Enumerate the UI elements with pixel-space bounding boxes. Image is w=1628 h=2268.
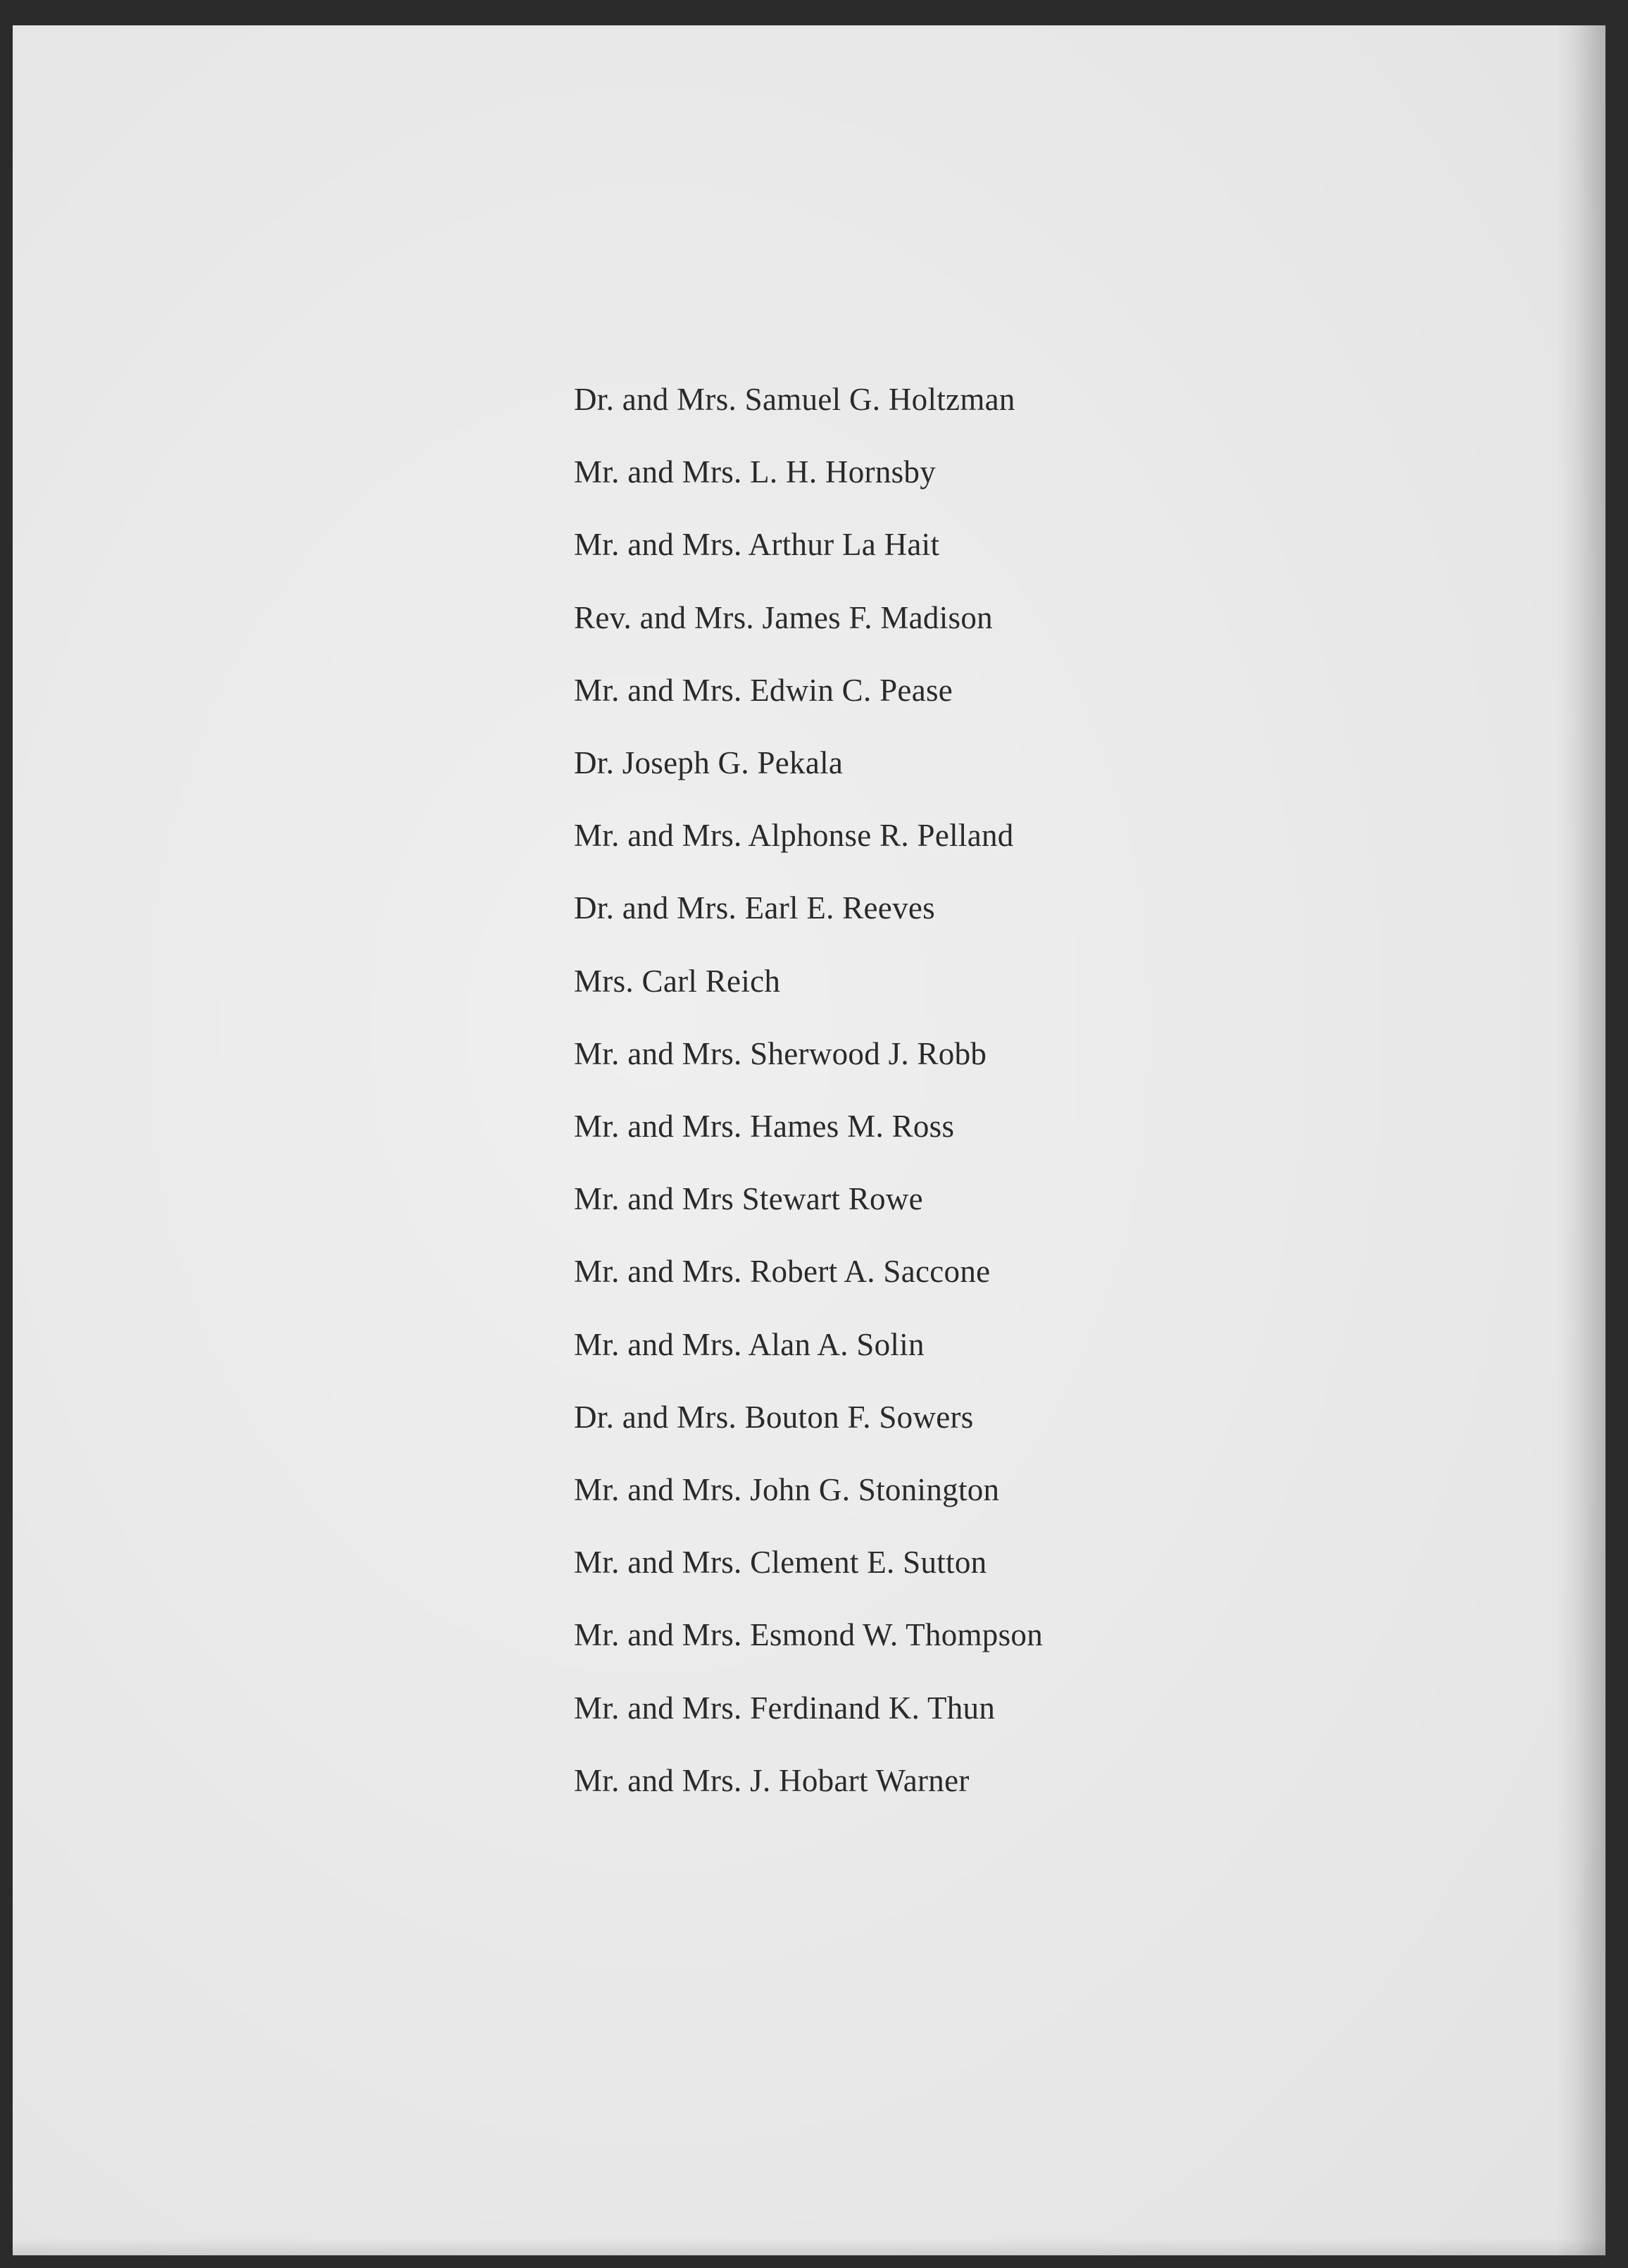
page-edge-shadow [1556,25,1605,2255]
name-entry: Dr. Joseph G. Pekala [574,745,844,781]
name-entry: Mr. and Mrs. John G. Stonington [574,1472,1000,1508]
name-entry: Mr. and Mrs. L. H. Hornsby [574,454,937,490]
name-entry: Mr. and Mrs. Alan A. Solin [574,1326,925,1362]
name-entry: Mr. and Mrs. Esmond W. Thompson [574,1617,1044,1653]
name-entry: Mr. and Mrs. Alphonse R. Pelland [574,818,1014,854]
name-entry: Rev. and Mrs. James F. Madison [574,599,993,635]
name-entry: Mr. and Mrs. Clement E. Sutton [574,1545,987,1581]
name-entry: Dr. and Mrs. Earl E. Reeves [574,890,935,926]
document-page [13,25,1605,2255]
patron-name-list [574,363,1043,1817]
name-entry: Mr. and Mrs Stewart Rowe [574,1181,923,1217]
name-entry: Mr. and Mrs. Arthur La Hait [574,527,940,563]
name-entry: Mrs. Carl Reich [574,963,781,999]
name-entry: Mr. and Mrs. Edwin C. Pease [574,672,953,708]
page-bottom-shadow [13,2238,1605,2255]
name-entry: Mr. and Mrs. Sherwood J. Robb [574,1035,987,1071]
name-entry: Dr. and Mrs. Bouton F. Sowers [574,1399,974,1435]
name-entry: Mr. and Mrs. Ferdinand K. Thun [574,1690,996,1726]
name-entry: Mr. and Mrs. Robert A. Saccone [574,1254,991,1290]
name-entry: Dr. and Mrs. Samuel G. Holtzman [574,382,1015,417]
name-entry: Mr. and Mrs. Hames M. Ross [574,1109,955,1145]
name-entry: Mr. and Mrs. J. Hobart Warner [574,1762,970,1798]
